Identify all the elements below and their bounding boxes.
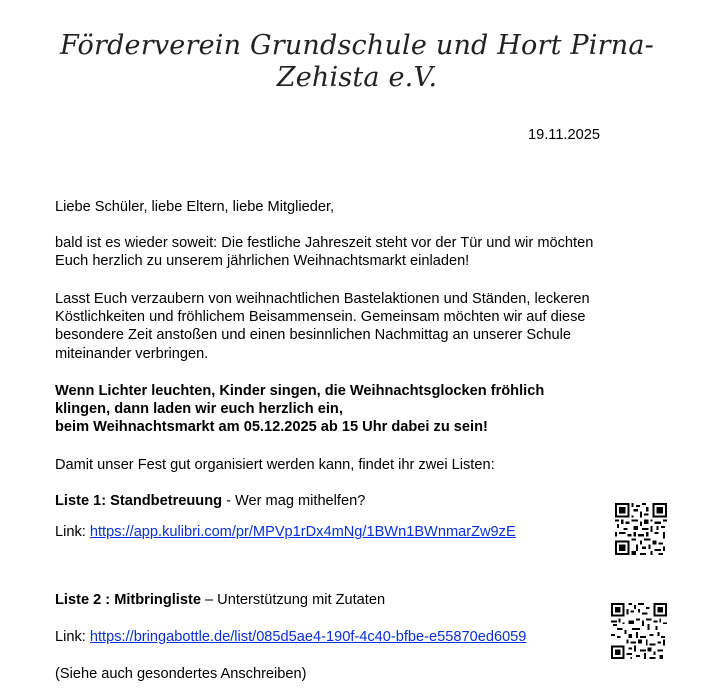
paragraph-line: Köstlichkeiten und fröhlichem Beisammensein. Gemeinsam möchten wir auf diese [55, 309, 586, 326]
footer-note: (Siehe auch gesondertes Anschreiben) [55, 666, 307, 682]
letter-heading [0, 30, 714, 94]
title-line-2: Zehista e.V. [276, 62, 438, 93]
title-line-1: Förderverein Grundschule und Hort Pirna- [60, 30, 654, 61]
paragraph-line: miteinander verbringen. [55, 345, 209, 362]
list1-description: - Wer mag mithelfen? [222, 493, 366, 509]
paragraph-line: besondere Zeit anstoßen und einen besinnlichen Nachmittag an unserer Schule [55, 327, 571, 344]
letter-date: 19.11.2025 [528, 127, 600, 143]
qr-code-icon [611, 603, 667, 659]
list2-link[interactable]: https://bringabottle.de/list/085d5ae4-190f-4c40-bfbe-e55870ed6059 [89, 629, 527, 645]
paragraph-line: Lasst Euch verzaubern von weihnachtlichen Bastelaktionen und Ständen, leckeren [55, 291, 590, 307]
link-label: Link: [55, 629, 90, 645]
list1-link[interactable]: https://app.kulibri.com/pr/MPVp1rDx4mNg/1BWn1BWnmarZw9zE [89, 524, 516, 540]
paragraph-invitation [55, 234, 665, 270]
paragraph-line: bald ist es wieder soweit: Die festliche Jahreszeit steht vor der Tür und wir möchten [55, 235, 594, 251]
lists-intro: Damit unser Fest gut organisiert werden kann, findet ihr zwei Listen: [55, 457, 495, 473]
list2-link-line [55, 628, 665, 646]
highlight-line: klingen, dann laden wir euch herzlich ein, [55, 401, 343, 418]
highlight-paragraph [55, 382, 665, 437]
list2-heading [55, 591, 665, 609]
qr-code-icon [615, 503, 667, 555]
link-label: Link: [55, 524, 90, 540]
list2-title: Liste 2 : Mitbringliste [55, 592, 201, 608]
highlight-line: Wenn Lichter leuchten, Kinder singen, die Weihnachtsglocken fröhlich [55, 383, 545, 399]
paragraph-details [55, 290, 665, 363]
list2-description: – Unterstützung mit Zutaten [200, 592, 386, 608]
greeting: Liebe Schüler, liebe Eltern, liebe Mitglieder, [55, 199, 335, 215]
paragraph-line: Euch herzlich zu unserem jährlichen Weihnachtsmarkt einladen! [55, 253, 470, 270]
list1-title: Liste 1: Standbetreuung [55, 493, 223, 509]
highlight-line: beim Weihnachtsmarkt am 05.12.2025 ab 15 Uhr dabei zu sein! [55, 419, 488, 436]
list1-link-line [55, 523, 665, 541]
list1-heading [55, 492, 665, 510]
